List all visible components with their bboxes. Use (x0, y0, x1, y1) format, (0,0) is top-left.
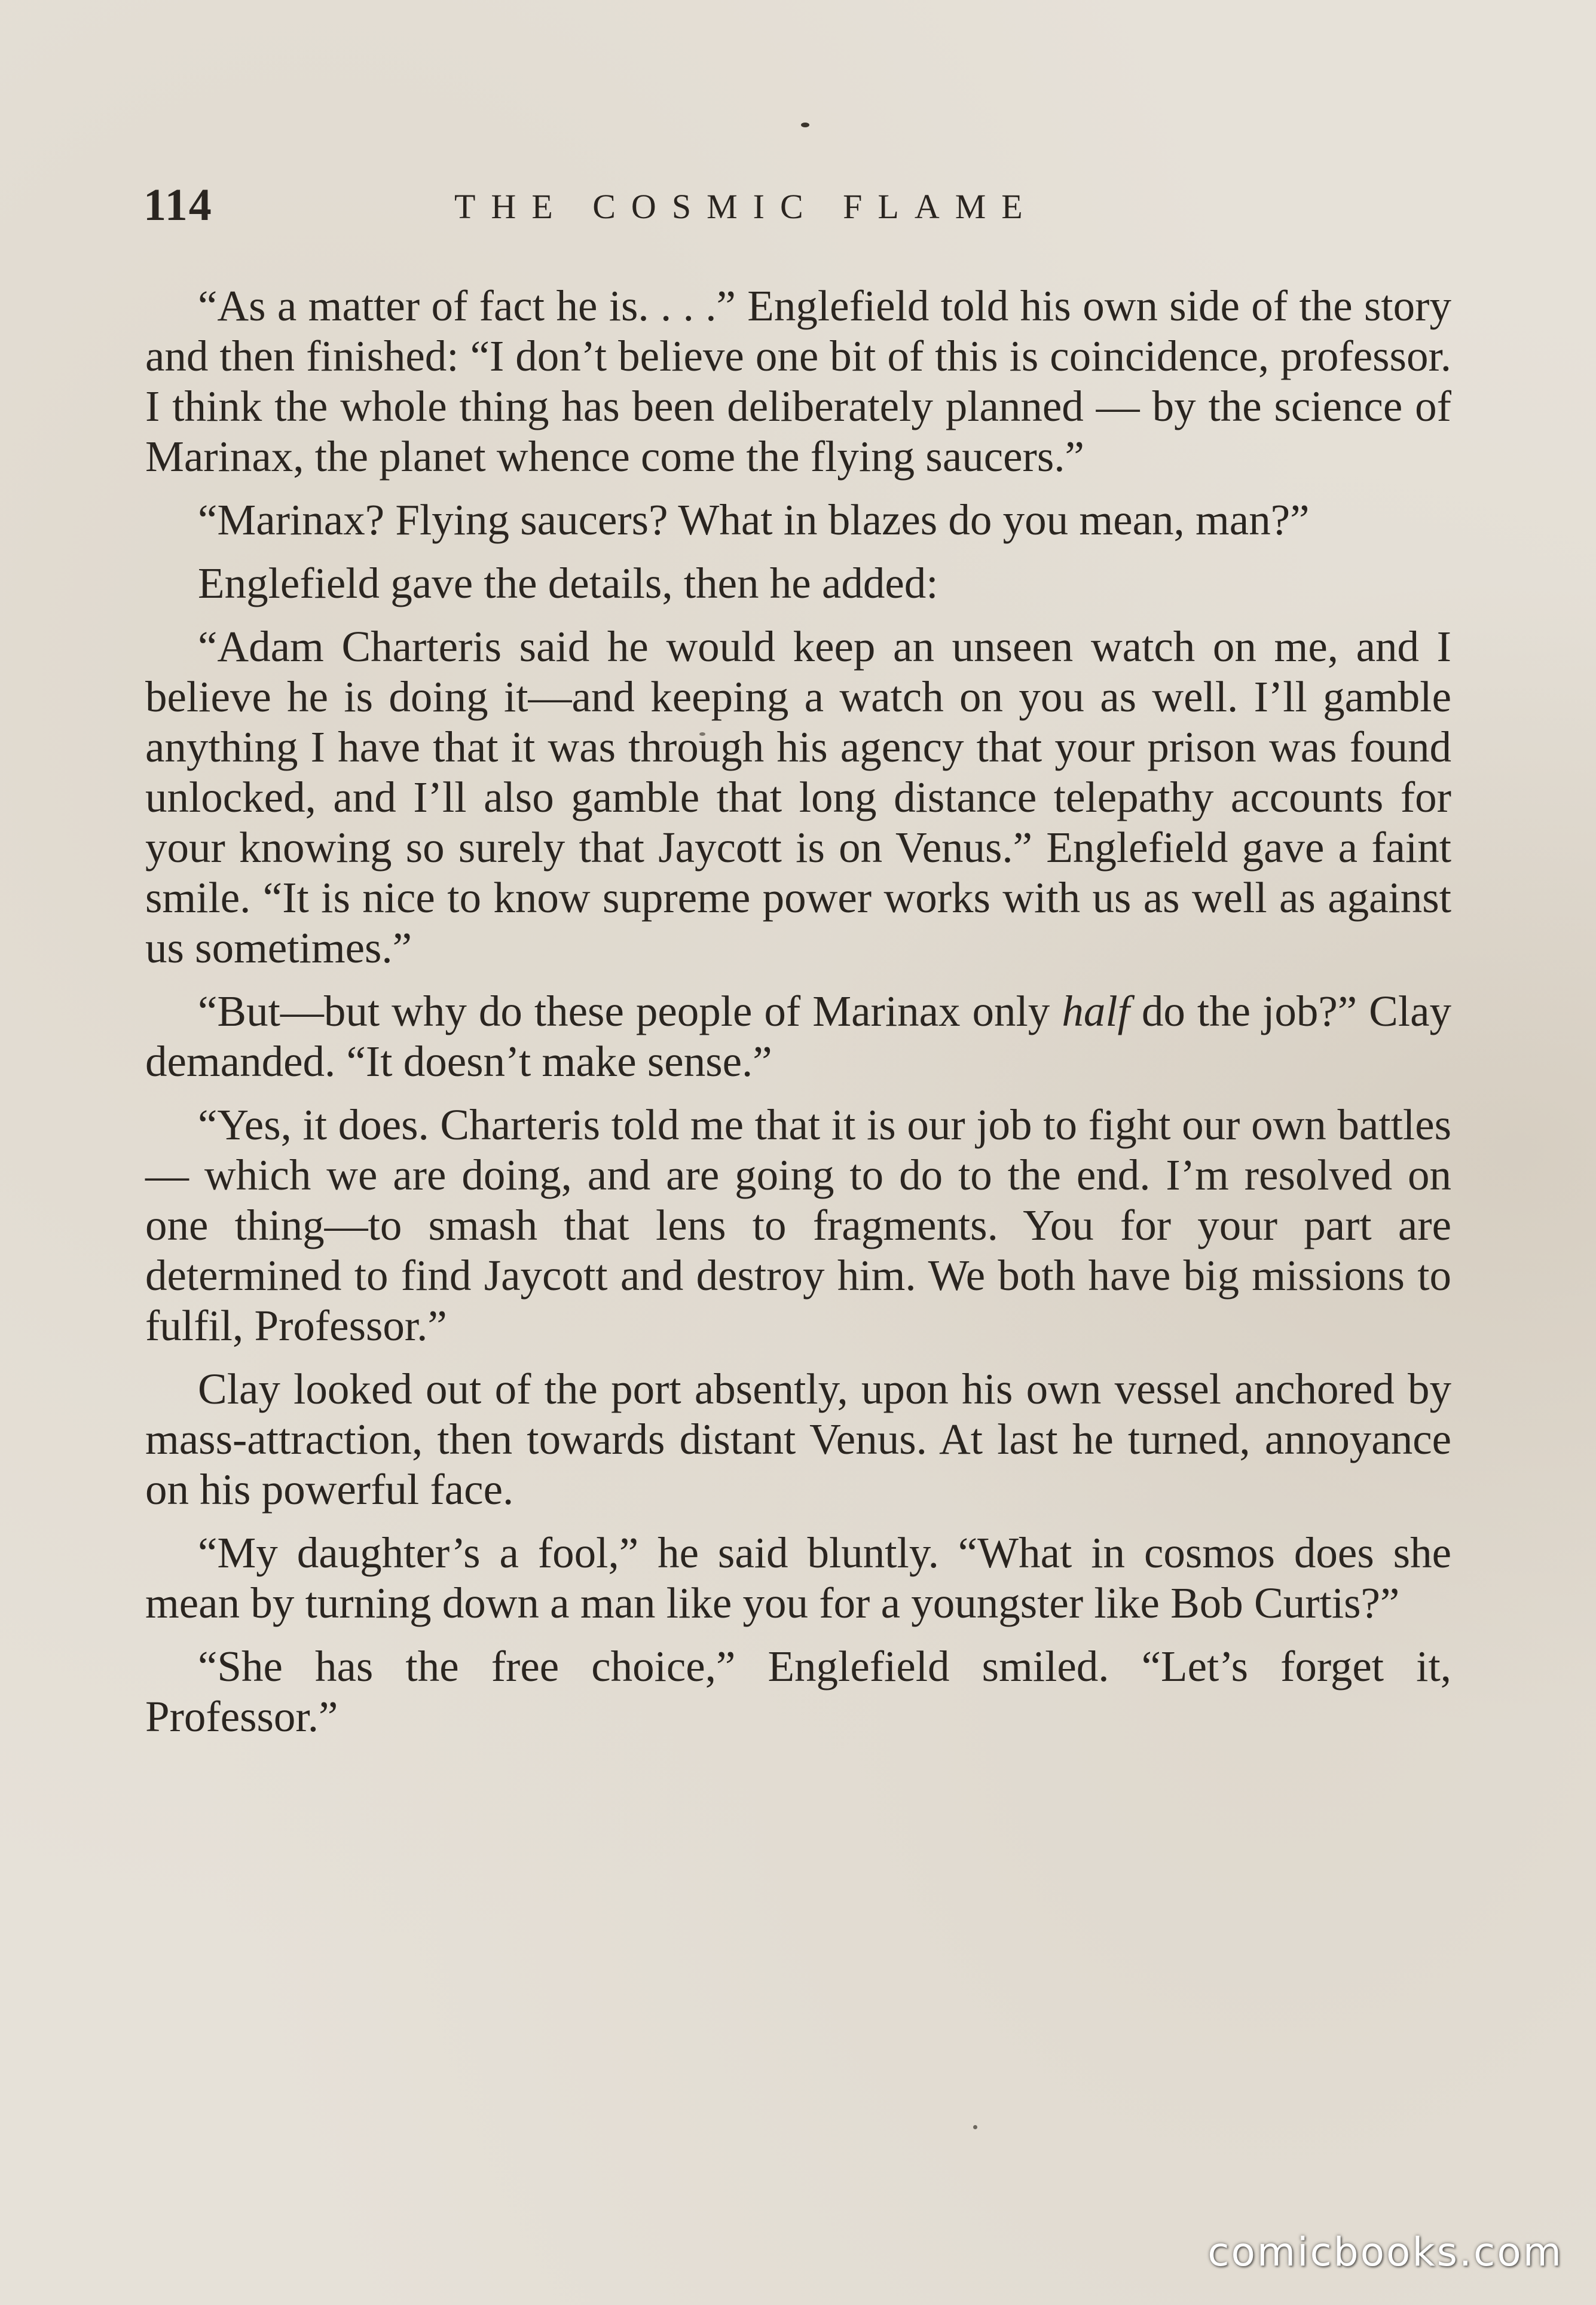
paragraph: “Yes, it does. Charteris told me that it is our job to fight our own battles — which we are doing, and are going to do to the end. I’m resolved on one thing—to smash that lens to fragments. You for your part are determined to find Jaycott and destroy him. We both have big missions to fulfil, Professor.” (145, 1100, 1451, 1350)
paragraph-text: “But—but why do these people of Marinax only (198, 987, 1062, 1035)
page-number: 114 (143, 180, 213, 230)
running-title: THE COSMIC FLAME (454, 187, 1038, 226)
ink-speck (801, 123, 809, 127)
paragraph: “My daughter’s a fool,” he said bluntly. “What in cosmos does she mean by turning down a man like you for a youngster like Bob Curtis?” (145, 1528, 1451, 1627)
paragraph: Englefield gave the details, then he added: (198, 559, 938, 607)
paragraph: “Adam Charteris said he would keep an unseen watch on me, and I believe he is doing it—and keeping a watch on you as well. I’ll gamble anything I have that it was through his agency that your prison was found unlocked, and I’ll also gamble that long distance telepathy accounts for your knowing so surely that Jaycott is on Venus.” Englefield gave a faint smile. “It is nice to know supreme power works with us as well as against us sometimes.” (145, 622, 1451, 972)
watermark: comicbooks.com (1207, 2229, 1563, 2275)
body-text (145, 281, 1451, 1755)
paragraph: “As a matter of fact he is. . . .” Englefield told his own side of the story and then finished: “I don’t believe one bit of this is coincidence, professor. I think the whole thing has been deliberately planned — by the science of Marinax, the planet whence come the flying saucers.” (145, 282, 1451, 481)
running-head (143, 179, 1160, 245)
paragraph: “Marinax? Flying saucers? What in blazes do you mean, man?” (198, 496, 1310, 544)
paragraph-text: do the job?” Clay demanded. “It doesn’t make sense.” (145, 987, 1452, 1086)
ink-speck (973, 2125, 977, 2129)
emphasized-word: half (1062, 987, 1130, 1035)
paragraph: “She has the free choice,” Englefield smiled. “Let’s forget it, Professor.” (145, 1642, 1451, 1741)
paragraph: Clay looked out of the port absently, upon his own vessel anchored by mass-attraction, then towards distant Venus. At last he turned, annoyance on his powerful face. (145, 1365, 1451, 1514)
paragraph (145, 986, 1451, 1087)
